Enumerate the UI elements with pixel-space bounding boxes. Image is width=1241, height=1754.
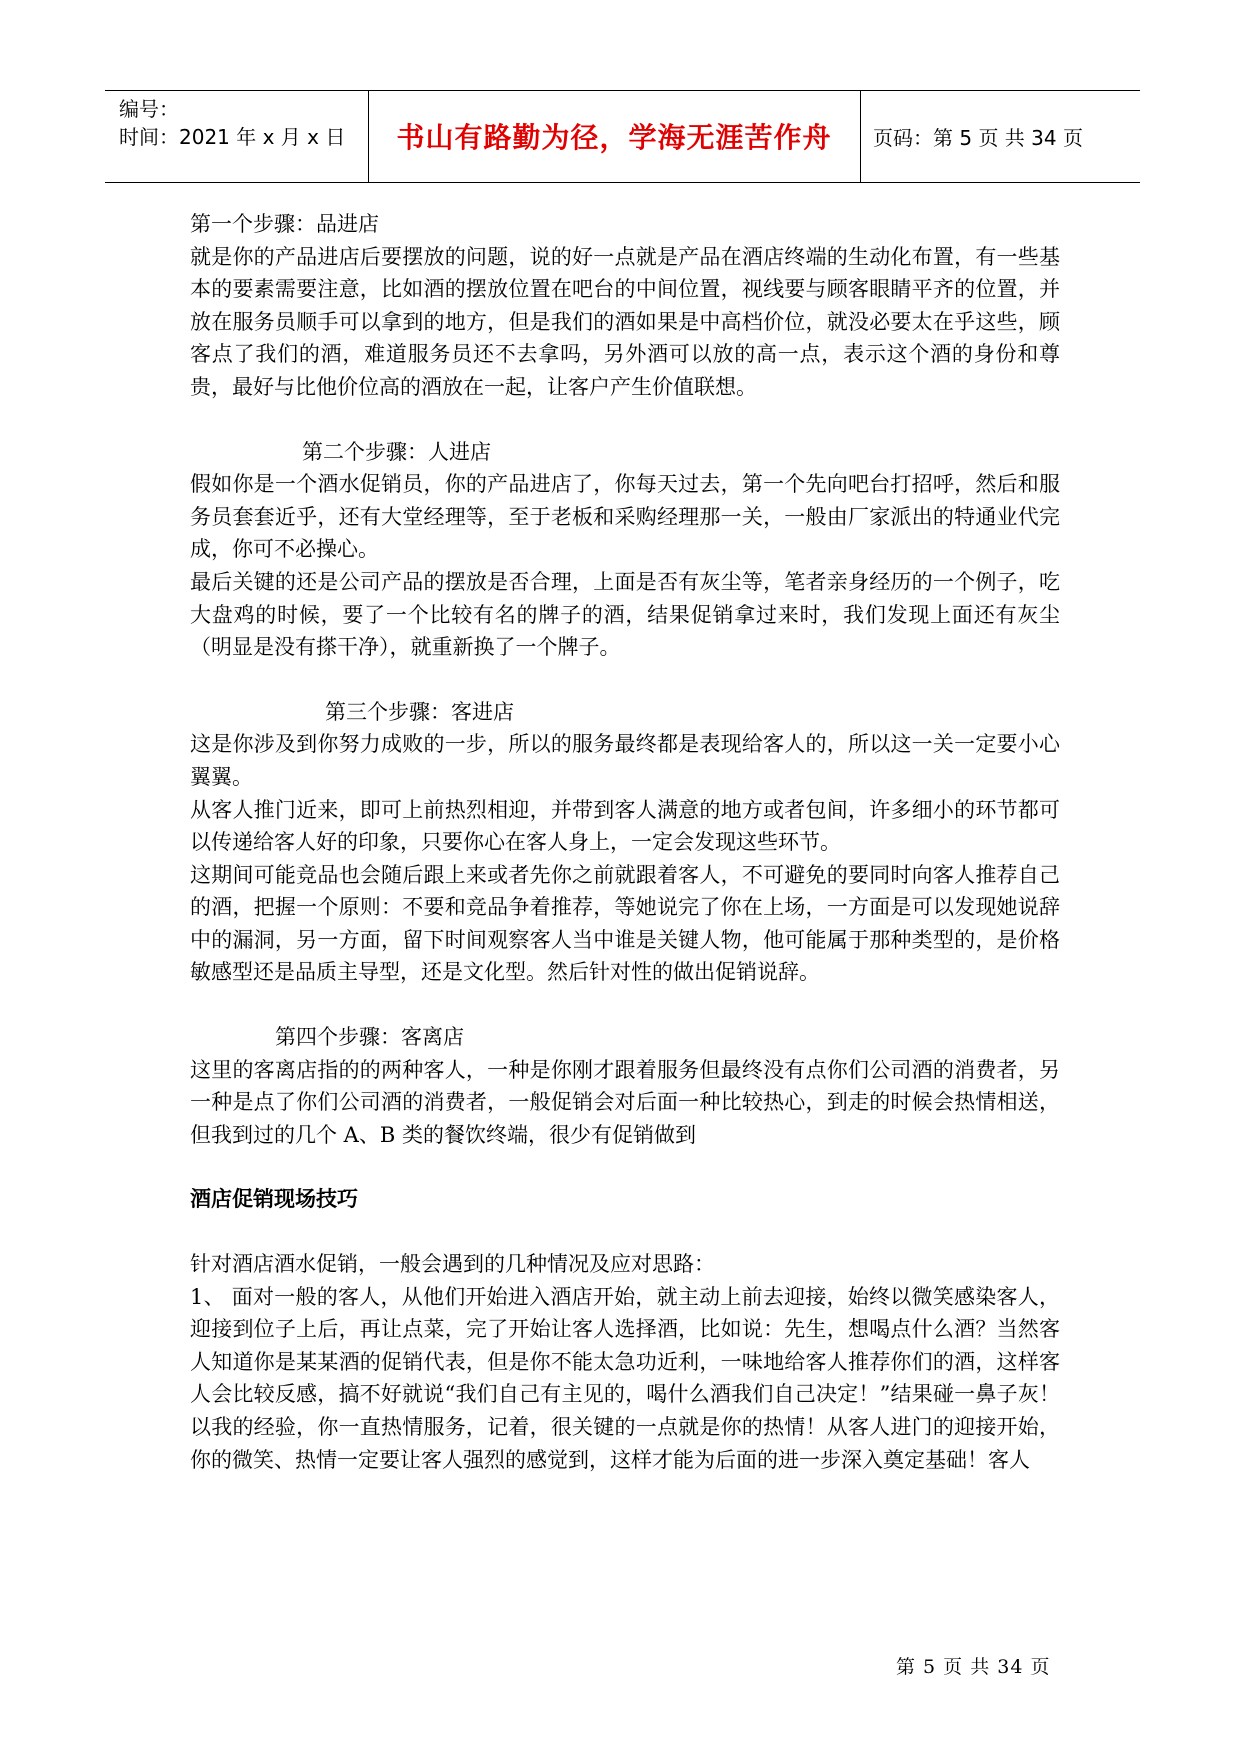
step-2-title: 第二个步骤：人进店 bbox=[302, 439, 491, 464]
header-page-info: 页码：第 5 页 共 34 页 bbox=[873, 125, 1083, 150]
document-body bbox=[190, 208, 1060, 1476]
step-1-paragraph: 就是你的产品进店后要摆放的问题，说的好一点就是产品在酒店终端的生动化布置，有一些基本的要素需要注意，比如酒的摆放位置在吧台的中间位置，视线要与顾客眼睛平齐的位置，并放在服务员顺手可以拿到的地方，但是我们的酒如果是中高档价位，就没必要太在乎这些，顾客点了我们的酒，难道服务员还不去拿吗，另外酒可以放的高一点，表示这个酒的身份和尊贵，最好与比他价位高的酒放在一起，让客户产生价值联想。 bbox=[190, 244, 1060, 399]
step-2-paragraph: 假如你是一个酒水促销员，你的产品进店了，你每天过去，第一个先向吧台打招呼，然后和服务员套套近乎，还有大堂经理等，至于老板和采购经理那一关，一般由厂家派出的特通业代完成，你可不必操心。 bbox=[190, 472, 1060, 562]
page-header bbox=[105, 90, 1140, 183]
step-4-paragraph: 这里的客离店指的的两种客人，一种是你刚才跟着服务但最终没有点你们公司酒的消费者，另一种是点了你们公司酒的消费者，一般促销会对后面一种比较热心，到走的时候会热情相送，但我到过的几个 A、B 类的餐饮终端，很少有促销做到 bbox=[190, 1057, 1060, 1147]
header-time-label: 时间：2021 年 x 月 x 日 bbox=[119, 125, 346, 149]
header-motto: 书山有路勤为径，学海无涯苦作舟 bbox=[396, 121, 832, 154]
step-3-paragraph: 从客人推门近来，即可上前热烈相迎，并带到客人满意的地方或者包间，许多细小的环节都可以传递给客人好的印象，只要你心在客人身上，一定会发现这些环节。 bbox=[190, 797, 1060, 855]
step-2-paragraph: 最后关键的还是公司产品的摆放是否合理，上面是否有灰尘等，笔者亲身经历的一个例子，吃大盘鸡的时候，要了一个比较有名的牌子的酒，结果促销拿过来时，我们发现上面还有灰尘（明显是没有搽干净），就重新换了一个牌子。 bbox=[190, 569, 1060, 660]
step-3-paragraph: 这期间可能竞品也会随后跟上来或者先你之前就跟着客人，不可避免的要同时向客人推荐自己的酒，把握一个原则：不要和竞品争着推荐，等她说完了你在上场，一方面是可以发现她说辞中的漏洞，另一方面，留下时间观察客人当中谁是关键人物，他可能属于那种类型的，是价格敏感型还是品质主导型，还是文化型。然后针对性的做出促销说辞。 bbox=[190, 862, 1060, 985]
step-1-title: 第一个步骤：品进店 bbox=[190, 212, 379, 236]
header-divider-right bbox=[860, 91, 861, 182]
step-3-title: 第三个步骤：客进店 bbox=[325, 699, 514, 724]
section-intro: 针对酒店酒水促销，一般会遇到的几种情况及应对思路： bbox=[190, 1252, 715, 1277]
section-item-1: 1、 面对一般的客人，从他们开始进入酒店开始，就主动上前去迎接，始终以微笑感染客人，迎接到位子上后，再让点菜，完了开始让客人选择酒，比如说：先生，想喝点什么酒？当然客人知道你是某某酒的促销代表，但是你不能太急功近利，一味地给客人推荐你们的酒，这样客人会比较反感，搞不好就说“我们自己有主见的，喝什么酒我们自己决定！”结果碰一鼻子灰！以我的经验，你一直热情服务，记着，很关键的一点就是你的热情！从客人进门的迎接开始，你的微笑、热情一定要让客人强烈的感觉到，这样才能为后面的进一步深入奠定基础！客人 bbox=[190, 1284, 1060, 1472]
page-footer: 第 5 页 共 34 页 bbox=[896, 1656, 1051, 1678]
step-4-title: 第四个步骤：客离店 bbox=[275, 1025, 464, 1050]
step-3-paragraph: 这是你涉及到你努力成败的一步，所以的服务最终都是表现给客人的，所以这一关一定要小心翼翼。 bbox=[190, 732, 1060, 789]
header-meta bbox=[119, 95, 345, 151]
header-number-label: 编号： bbox=[119, 97, 179, 121]
section-heading: 酒店促销现场技巧 bbox=[190, 1187, 358, 1212]
